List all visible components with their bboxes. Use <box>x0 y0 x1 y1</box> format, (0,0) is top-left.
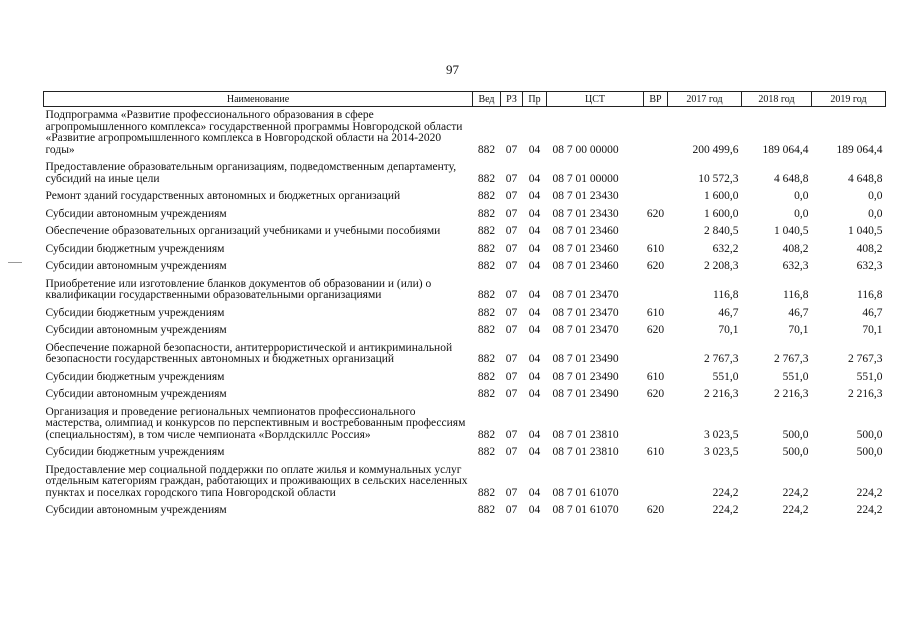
cell-cst: 08 7 00 00000 <box>552 143 619 156</box>
cell-y2018: 1 040,5 <box>774 225 809 237</box>
cell-y2017: 224,2 <box>712 504 739 516</box>
cell-cst: 08 7 01 61070 <box>552 486 619 499</box>
cell-cst: 08 7 01 23430 <box>552 207 619 220</box>
cell-y2018: 500,0 <box>782 446 809 458</box>
cell-pr: 04 <box>528 225 541 237</box>
cell-y2017: 2 767,3 <box>704 353 739 365</box>
cell-ved: 882 <box>477 207 496 220</box>
cell-ved: 882 <box>477 486 496 499</box>
cell-y2018: 2 767,3 <box>774 353 809 365</box>
cell-name: Обеспечение пожарной безопасности, антитеррористической и антикриминальной безопасности государственных автономных и бюджетных организаций <box>45 341 453 365</box>
cell-y2017: 3 023,5 <box>704 446 739 458</box>
table-row <box>44 322 886 340</box>
cell-vr: 620 <box>646 260 665 272</box>
cell-y2017: 3 023,5 <box>704 428 739 441</box>
cell-rz: 07 <box>505 388 518 400</box>
cell-rz: 07 <box>505 190 518 202</box>
cell-pr: 04 <box>528 242 541 255</box>
cell-cst: 08 7 01 23490 <box>552 388 619 400</box>
cell-vr: 620 <box>646 207 665 220</box>
cell-pr: 04 <box>528 143 541 156</box>
cell-y2017: 2 216,3 <box>704 388 739 400</box>
cell-vr: 610 <box>646 306 665 319</box>
cell-name: Субсидии бюджетным учреждениям <box>45 306 225 319</box>
cell-vr <box>644 188 668 206</box>
cell-vr <box>644 462 668 503</box>
cell-ved: 882 <box>477 353 496 365</box>
cell-name: Подпрограмма «Развитие профессионального образования в сфере агропромышленного комплекса» государственной программы Новгородской области «Развитие агропромышленного комплекса в Новгородской области на 2014-2020 годы» <box>45 109 463 156</box>
header-rz: РЗ <box>501 92 523 107</box>
cell-rz: 07 <box>505 324 518 336</box>
table-row <box>44 444 886 462</box>
cell-rz: 07 <box>505 242 518 255</box>
page-number: 97 <box>446 62 459 77</box>
cell-cst: 08 7 01 23460 <box>552 225 619 237</box>
cell-y2018: 0,0 <box>794 207 809 220</box>
cell-y2019: 2 767,3 <box>848 353 883 365</box>
cell-pr: 04 <box>528 353 541 365</box>
cell-cst: 08 7 01 23490 <box>552 370 619 383</box>
cell-y2019: 70,1 <box>862 324 883 336</box>
cell-ved: 882 <box>477 388 496 400</box>
cell-y2018: 224,2 <box>782 486 809 499</box>
table-header <box>44 92 886 107</box>
cell-y2019: 4 648,8 <box>848 172 883 185</box>
cell-y2018: 46,7 <box>788 306 809 319</box>
cell-y2018: 408,2 <box>782 242 809 255</box>
cell-cst: 08 7 01 23810 <box>552 428 619 441</box>
cell-y2019: 116,8 <box>857 289 883 301</box>
cell-ved: 882 <box>477 504 496 516</box>
cell-ved: 882 <box>477 446 496 458</box>
cell-y2019: 551,0 <box>856 370 883 383</box>
cell-vr <box>644 276 668 305</box>
cell-rz: 07 <box>505 370 518 383</box>
cell-pr: 04 <box>528 324 541 336</box>
cell-rz: 07 <box>505 504 518 516</box>
cell-cst: 08 7 01 23470 <box>552 306 619 319</box>
header-pr: Пр <box>523 92 547 107</box>
cell-rz: 07 <box>505 225 518 237</box>
cell-y2017: 200 499,6 <box>692 143 739 156</box>
cell-cst: 08 7 01 23430 <box>552 190 619 202</box>
cell-y2018: 224,2 <box>782 504 809 516</box>
cell-cst: 08 7 01 23460 <box>552 242 619 255</box>
cell-rz: 07 <box>505 172 518 185</box>
cell-y2018: 551,0 <box>782 370 809 383</box>
cell-pr: 04 <box>528 190 541 202</box>
cell-pr: 04 <box>528 446 541 458</box>
cell-y2018: 500,0 <box>782 428 809 441</box>
cell-cst: 08 7 01 23490 <box>552 353 619 365</box>
cell-y2017: 224,2 <box>712 486 739 499</box>
cell-y2018: 0,0 <box>794 190 809 202</box>
cell-rz: 07 <box>505 428 518 441</box>
cell-name: Предоставление образовательным организациям, подведомственным департаменту, субсидий на иные цели <box>45 161 457 185</box>
cell-pr: 04 <box>528 172 541 185</box>
cell-y2017: 70,1 <box>718 324 739 336</box>
cell-name: Субсидии бюджетным учреждениям <box>45 242 225 255</box>
cell-y2019: 500,0 <box>856 428 883 441</box>
cell-cst: 08 7 01 61070 <box>552 504 619 516</box>
table-row <box>44 386 886 404</box>
cell-vr: 620 <box>646 504 665 516</box>
header-cst: ЦСТ <box>547 92 644 107</box>
cell-rz: 07 <box>505 446 518 458</box>
cell-y2017: 46,7 <box>718 306 739 319</box>
cell-cst: 08 7 01 23810 <box>552 446 619 458</box>
budget-table <box>43 91 886 520</box>
cell-rz: 07 <box>505 353 518 365</box>
cell-y2017: 10 572,3 <box>698 172 739 185</box>
cell-y2018: 4 648,8 <box>774 172 809 185</box>
table-row <box>44 206 886 224</box>
cell-pr: 04 <box>528 289 541 301</box>
cell-y2017: 2 840,5 <box>704 225 739 237</box>
table-row <box>44 340 886 369</box>
cell-y2018: 70,1 <box>788 324 809 336</box>
cell-ved: 882 <box>477 324 496 336</box>
cell-pr: 04 <box>528 428 541 441</box>
table-row <box>44 369 886 387</box>
cell-y2017: 551,0 <box>712 370 739 383</box>
header-2018: 2018 год <box>742 92 812 107</box>
cell-cst: 08 7 01 23470 <box>552 324 619 336</box>
cell-vr: 620 <box>646 388 665 400</box>
cell-vr: 610 <box>646 242 665 255</box>
cell-name: Субсидии автономным учреждениям <box>45 388 227 400</box>
table-row <box>44 258 886 276</box>
cell-ved: 882 <box>477 143 496 156</box>
table-row <box>44 462 886 503</box>
table-body <box>44 107 886 520</box>
cell-name: Субсидии автономным учреждениям <box>45 324 227 336</box>
cell-y2019: 224,2 <box>856 504 883 516</box>
cell-pr: 04 <box>528 260 541 272</box>
cell-pr: 04 <box>528 388 541 400</box>
header-2019: 2019 год <box>812 92 886 107</box>
cell-y2017: 1 600,0 <box>704 190 739 202</box>
table-row <box>44 502 886 520</box>
cell-ved: 882 <box>477 225 496 237</box>
header-ved: Вед <box>473 92 501 107</box>
cell-y2019: 0,0 <box>868 207 883 220</box>
table-row <box>44 223 886 241</box>
budget-table-container <box>43 91 885 520</box>
cell-pr: 04 <box>528 486 541 499</box>
cell-name: Субсидии автономным учреждениям <box>45 207 227 220</box>
table-row <box>44 107 886 160</box>
cell-vr <box>644 223 668 241</box>
cell-vr <box>644 404 668 445</box>
cell-y2019: 46,7 <box>862 306 883 319</box>
cell-name: Приобретение или изготовление бланков документов об образовании и (или) о квалификации государственными образовательными организациями <box>45 277 432 301</box>
cell-name: Организация и проведение региональных чемпионатов профессионального мастерства, олимпиад и конкурсов по перспективным и востребованным профессиям (специальностям), в том числе чемпионата «Ворлдскиллс Россия» <box>45 405 466 441</box>
table-row <box>44 159 886 188</box>
cell-y2019: 408,2 <box>856 242 883 255</box>
cell-name: Субсидии автономным учреждениям <box>45 260 227 272</box>
cell-ved: 882 <box>477 306 496 319</box>
margin-mark <box>8 262 22 263</box>
cell-rz: 07 <box>505 306 518 319</box>
cell-ved: 882 <box>477 428 496 441</box>
header-vr: ВР <box>644 92 668 107</box>
cell-rz: 07 <box>505 143 518 156</box>
cell-name: Обеспечение образовательных организаций учебниками и учебными пособиями <box>45 225 441 237</box>
cell-name: Субсидии бюджетным учреждениям <box>45 446 225 458</box>
cell-name: Субсидии бюджетным учреждениям <box>45 370 225 383</box>
cell-vr: 610 <box>646 446 665 458</box>
cell-y2017: 632,2 <box>712 242 739 255</box>
cell-ved: 882 <box>477 289 496 301</box>
header-2017: 2017 год <box>668 92 742 107</box>
cell-vr <box>644 340 668 369</box>
cell-y2017: 1 600,0 <box>704 207 739 220</box>
cell-y2019: 1 040,5 <box>848 225 883 237</box>
cell-ved: 882 <box>477 242 496 255</box>
table-row <box>44 188 886 206</box>
cell-y2018: 632,3 <box>782 260 809 272</box>
cell-y2019: 500,0 <box>856 446 883 458</box>
cell-y2019: 2 216,3 <box>848 388 883 400</box>
cell-ved: 882 <box>477 190 496 202</box>
header-name: Наименование <box>44 92 473 107</box>
table-row <box>44 241 886 259</box>
cell-pr: 04 <box>528 370 541 383</box>
cell-vr <box>644 107 668 160</box>
cell-y2017: 116,8 <box>713 289 739 301</box>
cell-vr: 610 <box>646 370 665 383</box>
cell-rz: 07 <box>505 260 518 272</box>
cell-rz: 07 <box>505 289 518 301</box>
cell-y2019: 224,2 <box>856 486 883 499</box>
cell-cst: 08 7 01 23460 <box>552 260 619 272</box>
cell-rz: 07 <box>505 486 518 499</box>
cell-pr: 04 <box>528 504 541 516</box>
cell-y2018: 2 216,3 <box>774 388 809 400</box>
cell-name: Субсидии автономным учреждениям <box>45 504 227 516</box>
cell-ved: 882 <box>477 370 496 383</box>
table-row <box>44 276 886 305</box>
cell-ved: 882 <box>477 172 496 185</box>
cell-pr: 04 <box>528 306 541 319</box>
cell-y2018: 189 064,4 <box>762 143 809 156</box>
cell-y2017: 2 208,3 <box>704 260 739 272</box>
cell-name: Предоставление мер социальной поддержки по оплате жилья и коммунальных услуг отдельным категориям граждан, работающих и проживающих в сельских населенных пунктах и поселках городского типа Новгородской области <box>45 463 468 499</box>
cell-cst: 08 7 01 00000 <box>552 172 619 185</box>
cell-y2019: 0,0 <box>868 190 883 202</box>
cell-name: Ремонт зданий государственных автономных и бюджетных организаций <box>45 190 401 202</box>
cell-vr: 620 <box>646 324 665 336</box>
cell-ved: 882 <box>477 260 496 272</box>
cell-y2019: 632,3 <box>856 260 883 272</box>
cell-vr <box>644 159 668 188</box>
cell-cst: 08 7 01 23470 <box>552 289 619 301</box>
cell-y2018: 116,8 <box>783 289 809 301</box>
table-row <box>44 404 886 445</box>
cell-pr: 04 <box>528 207 541 220</box>
cell-rz: 07 <box>505 207 518 220</box>
cell-y2019: 189 064,4 <box>836 143 883 156</box>
table-row <box>44 305 886 323</box>
